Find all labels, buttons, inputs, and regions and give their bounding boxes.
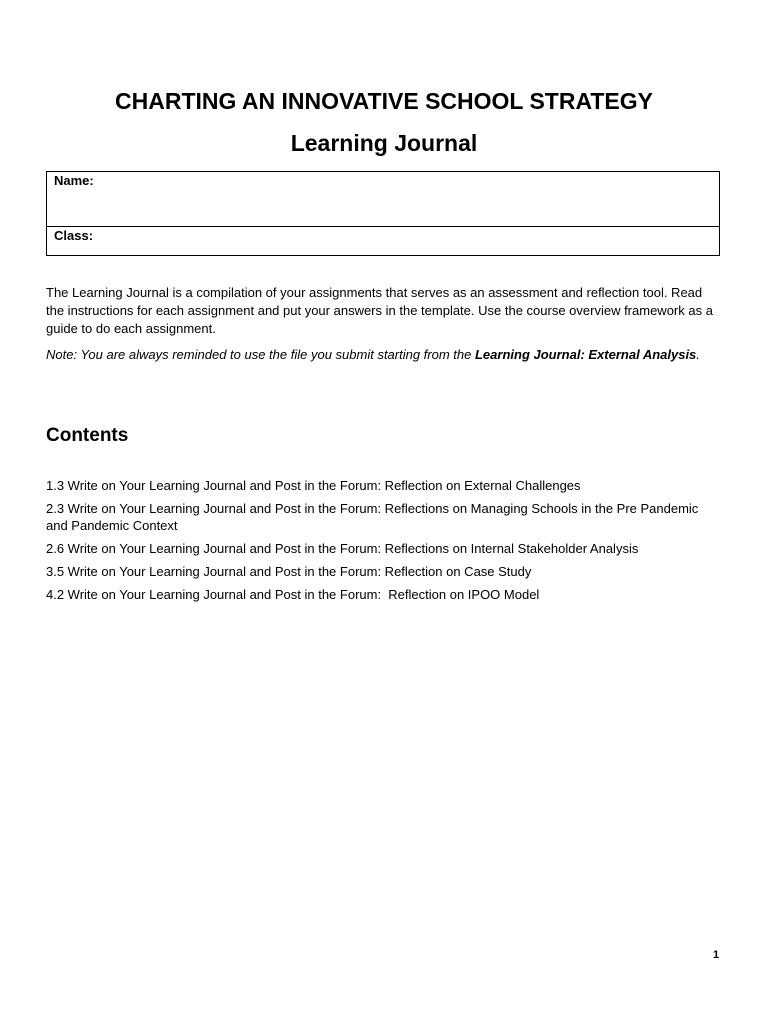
- document-subtitle: Learning Journal: [290, 130, 478, 156]
- name-row[interactable]: [47, 172, 719, 227]
- note-paragraph: [46, 346, 722, 364]
- note-emphasis: Learning Journal: External Analysis: [474, 347, 697, 362]
- student-info-table: [46, 171, 720, 256]
- contents-list: [46, 477, 722, 609]
- contents-item[interactable]: 3.5 Write on Your Learning Journal and Post in the Forum: Reflection on Case Study: [46, 564, 532, 579]
- class-row[interactable]: [47, 227, 719, 256]
- intro-paragraph: The Learning Journal is a compilation of your assignments that serves as an assessment and reflection tool. Read the instructions for each assignment and put your answers in the template. Use the course overview framework as a guide to do each assignment.: [46, 285, 713, 336]
- note-suffix: .: [696, 347, 700, 362]
- contents-item[interactable]: 2.3 Write on Your Learning Journal and Post in the Forum: Reflections on Managing Schools in the Pre Pandemic and Pandemic Context: [46, 501, 702, 533]
- name-label: Name:: [54, 173, 94, 188]
- note-prefix: Note: You are always reminded to use the file you submit starting from the: [46, 347, 475, 362]
- contents-heading: Contents: [46, 425, 129, 446]
- document-title: CHARTING AN INNOVATIVE SCHOOL STRATEGY: [115, 88, 653, 114]
- contents-item[interactable]: 1.3 Write on Your Learning Journal and Post in the Forum: Reflection on External Challenges: [46, 478, 581, 493]
- contents-item[interactable]: 4.2 Write on Your Learning Journal and Post in the Forum: Reflection on IPOO Model: [46, 587, 540, 602]
- page-number: 1: [712, 949, 720, 961]
- contents-item[interactable]: 2.6 Write on Your Learning Journal and Post in the Forum: Reflections on Internal Stakeholder Analysis: [46, 541, 639, 556]
- class-label: Class:: [54, 228, 94, 243]
